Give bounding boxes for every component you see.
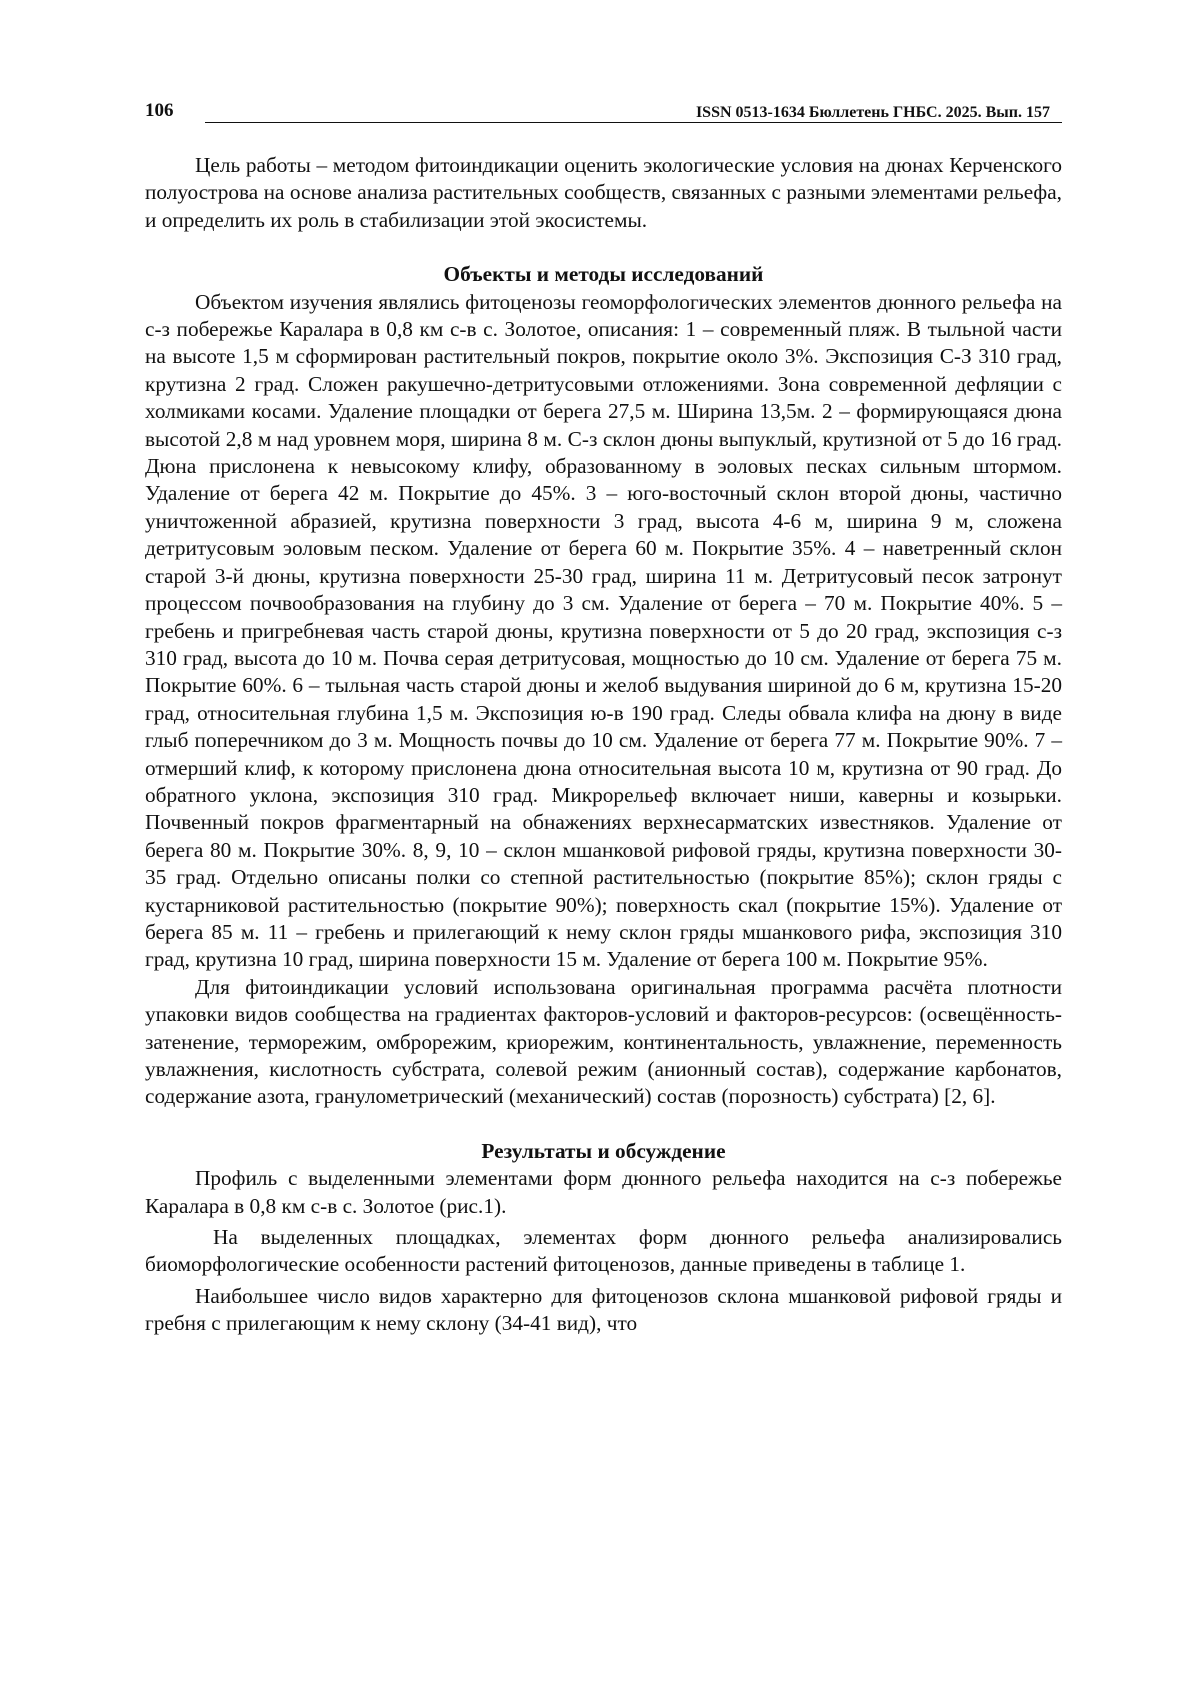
spacer — [145, 234, 1062, 261]
methods-heading: Объекты и методы исследований — [443, 262, 764, 287]
header-rule — [205, 122, 1062, 123]
intro-paragraph: Цель работы – методом фитоиндикации оценить экологические условия на дюнах Керченского полуострова на основе анализа растительных сообществ, связанных с разными элементами рельефа, и определить их роль в стабилизации этой экосистемы. — [145, 153, 1062, 232]
article-body — [145, 152, 1062, 1338]
results-paragraph-3: Наибольшее число видов характерно для фитоценозов склона мшанковой рифовой гряды и гребня с прилегающим к нему склону (34-41 вид), что — [145, 1283, 1062, 1336]
spacer — [145, 1111, 1062, 1138]
methods-paragraph-2: Для фитоиндикации условий использована оригинальная программа расчёта плотности упаковки видов сообщества на градиентах факторов-условий и факторов-ресурсов: (освещённость-затенение, терморежим, омброрежим, криорежим, континентальность, увлажнение, переменность увлажнения, кислотность субстрата, солевой режим (анионный состав), содержание карбонатов, содержание азота, гранулометрический (механический) состав (порозность) субстрата) [2, 6]. — [145, 974, 1062, 1109]
methods-paragraph-1: Объектом изучения являлись фитоценозы геоморфологических элементов дюнного рельефа на с-з побережье Каралара в 0,8 км с-в с. Золотое, описания: 1 – современный пляж. В тыльной части на высоте 1,5 м сформирован растительный покров, покрытие около 3%. Экспозиция С-З 310 град, крутизна 2 град. Сложен ракушечно-детритусовыми отложениями. Зона современной дефляции с холмиками косами. Удаление площадки от берега 27,5 м. Ширина 13,5м. 2 – формирующаяся дюна высотой 2,8 м над уровнем моря, ширина 8 м. С-з склон дюны выпуклый, крутизной от 5 до 16 град. Дюна прислонена к невысокому клифу, образованному в эоловых песках сильным штормом. Удаление от берега 42 м. Покрытие до 45%. 3 – юго-восточный склон второй дюны, частично уничтоженной абразией, крутизна поверхности 3 град, высота 4-6 м, ширина 9 м, сложена детритусовым эоловым песком. Удаление от берега 60 м. Покрытие 35%. 4 – наветренный склон старой 3-й дюны, крутизна поверхности 25-30 град, ширина 11 м. Детритусовый песок затронут процессом почвообразования на глубину до 3 см. Удаление от берега – 70 м. Покрытие 40%. 5 – гребень и пригребневая часть старой дюны, крутизна поверхности от 5 до 20 град, экспозиция с-з 310 град, высота до 10 м. Почва серая детритусовая, мощностью до 10 см. Удаление от берега 75 м. Покрытие 60%. 6 – тыльная часть старой дюны и желоб выдувания шириной до 6 м, крутизна 15-20 град, относительная глубина 1,5 м. Экспозиция ю-в 190 град. Следы обвала клифа на дюну в виде глыб поперечником до 3 м. Мощность почвы до 10 см. Удаление от берега 77 м. Покрытие 90%. 7 – отмерший клиф, к которому прислонена дюна относительная высота 10 м, крутизна от 90 град. До обратного уклона, экспозиция 310 град. Микрорельеф включает ниши, каверны и козырьки. Почвенный покров фрагментарный на обнажениях верхнесарматских известняков. Удаление от берега 80 м. Покрытие 30%. 8, 9, 10 – склон мшанковой рифовой гряды, крутизна поверхности 30-35 град. Отдельно описаны полки со степной растительностью (покрытие 85%); склон гряды с кустарниковой растительностью (покрытие 90%); поверхность скал (покрытие 15%). Удаление от берега 85 м. 11 – гребень и прилегающий к нему склон гряды мшанкового рифа, экспозиция 310 град, крутизна 10 град, ширина поверхности 15 м. Удаление от берега 100 м. Покрытие 95%. — [145, 289, 1062, 972]
page-header — [145, 94, 1062, 124]
results-paragraph-2: На выделенных площадках, элементах форм дюнного рельефа анализировались биоморфологические особенности растений фитоценозов, данные приведены в таблице 1. — [145, 1225, 1062, 1277]
page-number: 106 — [145, 100, 174, 121]
journal-citation: ISSN 0513-1634 Бюллетень ГНБС. 2025. Вып. 157 — [695, 104, 1050, 121]
results-heading: Результаты и обсуждение — [481, 1138, 726, 1163]
results-paragraph-1: Профиль с выделенными элементами форм дюнного рельефа находится на с-з побережье Каралара в 0,8 км с-в с. Золотое (рис.1). — [145, 1166, 1062, 1218]
